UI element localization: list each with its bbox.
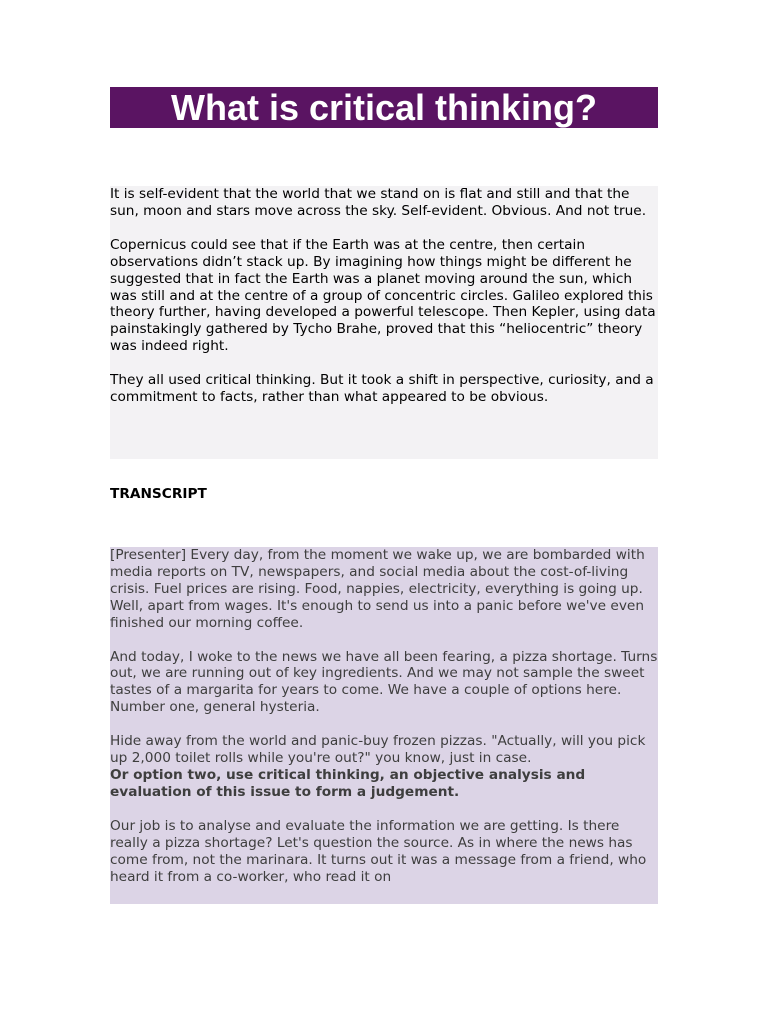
transcript-heading: TRANSCRIPT — [110, 486, 207, 502]
intro-paragraph-1: It is self-evident that the world that we stand on is flat and still and that the sun, moon and stars move across the sky. Self-evident. Obvious. And not true. — [110, 186, 647, 219]
title-banner — [110, 87, 658, 128]
transcript-paragraph-1-text: [Presenter] Every day, from the moment we wake up, we are bombarded with media reports on TV, newspapers, and social media about the cost-of-living crisis. Fuel prices are rising. Food, nappies, electricity, everything is going up. Well, apart from wages. It's enough to send us into a panic before we've even finished our morning coffee. — [110, 547, 645, 631]
transcript-section — [110, 547, 658, 904]
transcript-paragraph-3-text: Hide away from the world and panic-buy frozen pizzas. "Actually, will you pick up 2,000 toilet rolls while you're out?" you know, just in case. — [110, 733, 646, 767]
intro-paragraph-3: They all used critical thinking. But it took a shift in perspective, curiosity, and a commitment to facts, rather than what appeared to be obvious. — [110, 372, 654, 406]
page-title: What is critical thinking? — [170, 87, 598, 128]
transcript-emphasis: Or option two, use critical thinking, an objective analysis and evaluation of this issue to form a judgement. — [110, 766, 586, 800]
transcript-paragraph-4: Our job is to analyse and evaluate the information we are getting. Is there really a pizza shortage? Let's question the source. As in where the news has come from, not the marinara. It turns out it was a message from a friend, who heard it from a co-worker, who read it on — [110, 817, 647, 885]
intro-section — [110, 186, 658, 459]
transcript-paragraph-1 — [110, 547, 658, 632]
transcript-paragraph-3 — [110, 733, 658, 801]
intro-paragraph-2: Copernicus could see that if the Earth was at the centre, then certain observations didn’t stack up. By imagining how things might be different he suggested that in fact the Earth was a planet moving around the sun, which was still and at the centre of a group of concentric circles. Galileo explored this theory further, having developed a powerful telescope. Then Kepler, using data painstakingly gathered by Tycho Brahe, proved that this “heliocentric” theory was indeed right. — [110, 236, 656, 355]
transcript-paragraph-2: And today, I woke to the news we have all been fearing, a pizza shortage. Turns out, we are running out of key ingredients. And we may not sample the sweet tastes of a margarita for years to come. We have a couple of options here. Number one, general hysteria. — [110, 648, 658, 716]
